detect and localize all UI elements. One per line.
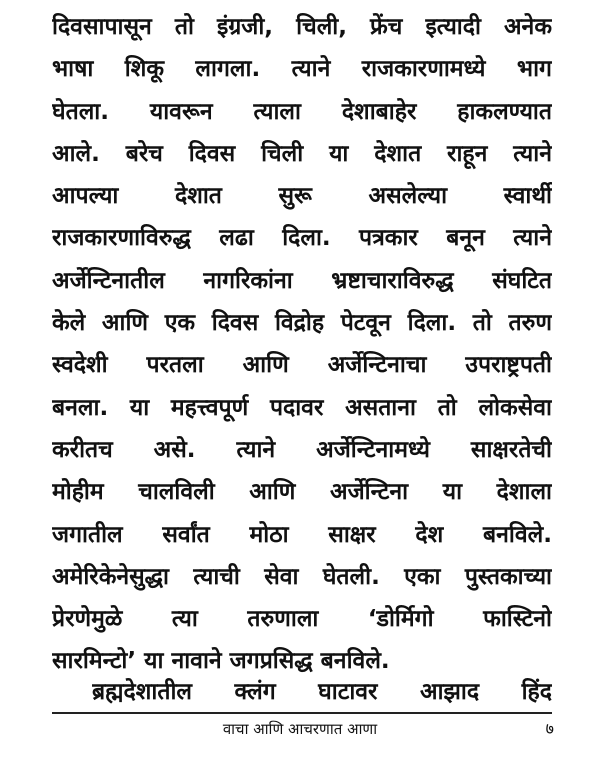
text-line: आले. बरेच दिवस चिली या देशात राहून त्याने: [52, 140, 552, 167]
text-line: अर्जेन्टिनातील नागरिकांना भ्रष्टाचाराविरुद्ध संघटित: [52, 267, 552, 294]
body-paragraph: [52, 6, 552, 683]
text-line: बनला. या महत्त्वपूर्ण पदावर असताना तो लोकसेवा: [52, 394, 552, 421]
text-line: जगातील सर्वांत मोठा साक्षर देश बनविले.: [52, 521, 552, 548]
page-number: ७: [545, 719, 554, 738]
text-line: घेतला. यावरून त्याला देशाबाहेर हाकलण्यात: [52, 98, 552, 125]
next-paragraph-start: ब्रह्मदेशातील क्लंग घाटावर आझाद हिंद: [92, 679, 552, 705]
text-line: राजकारणाविरुद्ध लढा दिला. पत्रकार बनून त्याने: [52, 225, 552, 252]
running-footer-title: वाचा आणि आचरणात आणा: [222, 720, 378, 738]
footer-divider: [52, 712, 552, 714]
text-line: प्रेरणेमुळे त्या तरुणाला ‘डोर्मिगो फास्टिनो: [52, 606, 552, 633]
text-line: केले आणि एक दिवस विद्रोह पेटवून दिला. तो तरुण: [52, 310, 552, 337]
text-line: मोहीम चालविली आणि अर्जेन्टिना या देशाला: [52, 479, 552, 506]
text-line: सारमिन्टो’ या नावाने जगप्रसिद्ध बनविले.: [52, 648, 390, 675]
text-line: आपल्या देशात सुरू असलेल्या स्वार्थी: [52, 183, 552, 210]
text-line: अमेरिकेनेसुद्धा त्याची सेवा घेतली. एका पुस्तकाच्या: [52, 563, 552, 590]
text-line: स्वदेशी परतला आणि अर्जेन्टिनाचा उपराष्ट्रपती: [52, 352, 552, 379]
text-line: दिवसापासून तो इंग्रजी, चिली, फ्रेंच इत्यादी अनेक: [52, 14, 552, 40]
text-line: भाषा शिकू लागला. त्याने राजकारणामध्ये भाग: [52, 56, 552, 83]
text-line: करीतच असे. त्याने अर्जेन्टिनामध्ये साक्षरतेची: [52, 436, 552, 463]
